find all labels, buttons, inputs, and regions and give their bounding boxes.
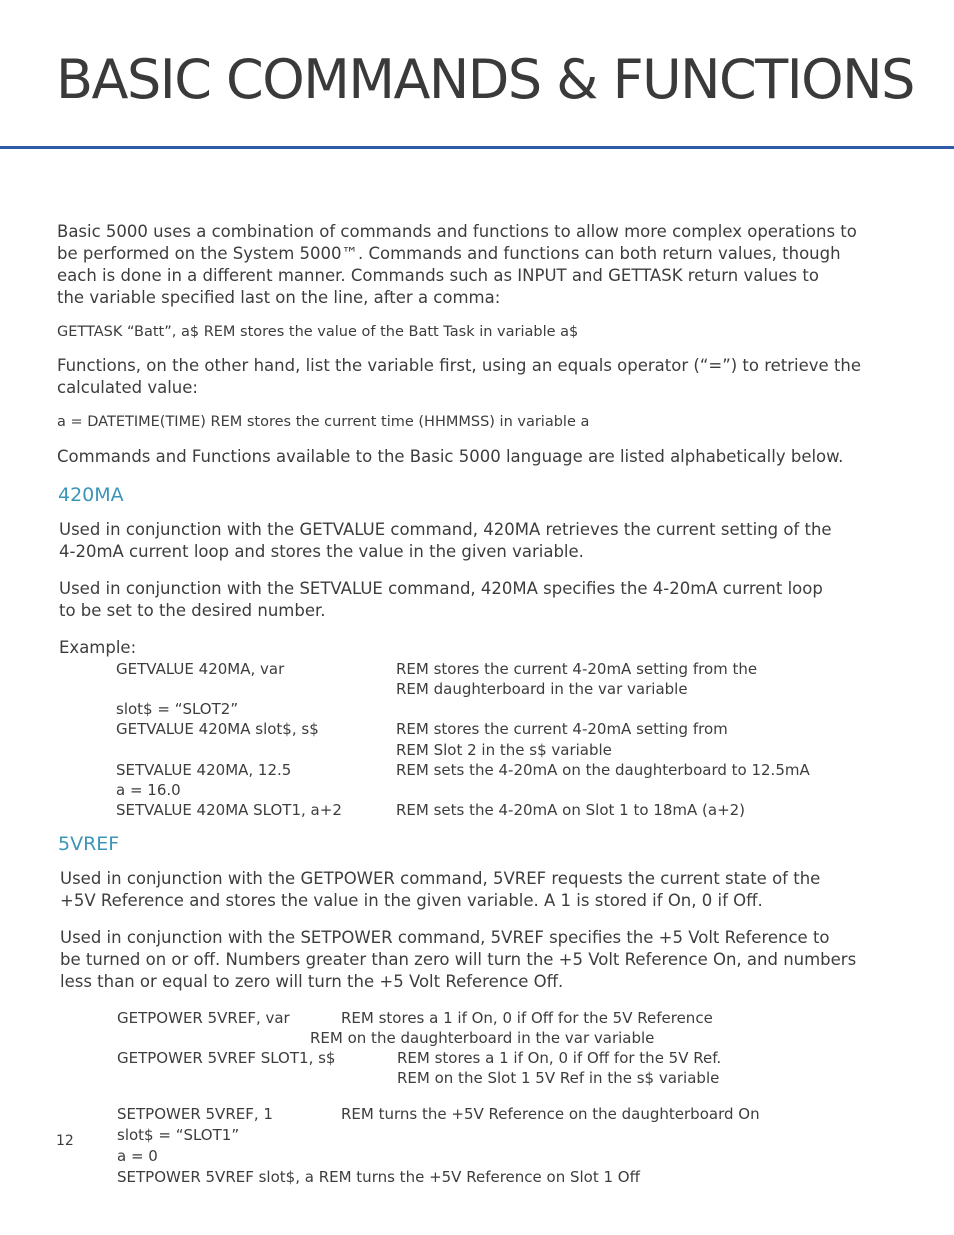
code-rem: REM on the daughterboard in the var variable (310, 1029, 655, 1047)
heading-420ma: 420MA (58, 484, 124, 506)
5vref-para2-line-3: less than or equal to zero will turn the +5 Volt Reference Off. (60, 972, 564, 991)
code-rem: REM stores the current 4-20mA setting from (396, 720, 728, 738)
5vref-para2-line-2: be turned on or off. Numbers greater than zero will turn the +5 Volt Reference On, and numbers (60, 950, 857, 969)
code-cmd: GETVALUE 420MA slot$, s$ (116, 720, 319, 738)
code-rem: REM daughterboard in the var variable (396, 680, 688, 698)
intro-line-3: each is done in a different manner. Commands such as INPUT and GETTASK return values to (57, 266, 819, 285)
code-cmd: GETVALUE 420MA, var (116, 660, 285, 678)
code-rem: REM sets the 4-20mA on the daughterboard to 12.5mA (396, 761, 810, 779)
intro-line-2: be performed on the System 5000™. Commands and functions can both return values, though (57, 244, 841, 263)
intro-line-4: the variable specified last on the line, after a comma: (57, 288, 501, 307)
code-cmd: SETVALUE 420MA SLOT1, a+2 (116, 801, 342, 819)
page-number: 12 (56, 1133, 74, 1149)
page-title: BASIC COMMANDS & FUNCTIONS (56, 48, 914, 111)
code-line: SETPOWER 5VREF slot$, a REM turns the +5V Reference on Slot 1 Off (117, 1168, 640, 1186)
5vref-para2-line-1: Used in conjunction with the SETPOWER command, 5VREF specifies the +5 Volt Reference to (60, 928, 830, 947)
code-cmd: slot$ = “SLOT2” (116, 700, 239, 718)
420ma-para1-line-1: Used in conjunction with the GETVALUE command, 420MA retrieves the current setting of the (59, 520, 832, 539)
code-rem: REM stores a 1 if On, 0 if Off for the 5V Ref. (397, 1049, 722, 1067)
functions-line-1: Functions, on the other hand, list the variable first, using an equals operator (“=”) to retrieve the (57, 356, 862, 375)
example-gettask: GETTASK “Batt”, a$ REM stores the value of the Batt Task in variable a$ (57, 324, 579, 340)
code-rem: REM stores a 1 if On, 0 if Off for the 5V Reference (341, 1009, 713, 1027)
functions-line-2: calculated value: (57, 378, 198, 397)
code-cmd: SETVALUE 420MA, 12.5 (116, 761, 292, 779)
code-line: a = 0 (117, 1147, 158, 1165)
example-label: Example: (59, 638, 137, 657)
header-rule (0, 146, 954, 149)
code-cmd: SETPOWER 5VREF, 1 (117, 1105, 273, 1123)
code-rem: REM Slot 2 in the s$ variable (396, 741, 612, 759)
code-rem: REM stores the current 4-20mA setting from the (396, 660, 758, 678)
420ma-para1-line-2: 4-20mA current loop and stores the value in the given variable. (59, 542, 584, 561)
420ma-para2-line-2: to be set to the desired number. (59, 601, 326, 620)
5vref-para1-line-1: Used in conjunction with the GETPOWER command, 5VREF requests the current state of the (60, 869, 821, 888)
code-line: slot$ = “SLOT1” (117, 1126, 240, 1144)
intro-line-1: Basic 5000 uses a combination of commands and functions to allow more complex operations to (57, 222, 857, 241)
5vref-para1-line-2: +5V Reference and stores the value in the given variable. A 1 is stored if On, 0 if Off. (60, 891, 763, 910)
code-cmd: a = 16.0 (116, 781, 181, 799)
example-datetime: a = DATETIME(TIME) REM stores the current time (HHMMSS) in variable a (57, 414, 590, 430)
code-cmd: GETPOWER 5VREF, var (117, 1009, 290, 1027)
code-cmd: GETPOWER 5VREF SLOT1, s$ (117, 1049, 336, 1067)
code-rem: REM turns the +5V Reference on the daughterboard On (341, 1105, 760, 1123)
code-rem: REM on the Slot 1 5V Ref in the s$ variable (397, 1069, 720, 1087)
listing-note: Commands and Functions available to the Basic 5000 language are listed alphabetically below. (57, 447, 844, 466)
code-rem: REM sets the 4-20mA on Slot 1 to 18mA (a+2) (396, 801, 746, 819)
420ma-para2-line-1: Used in conjunction with the SETVALUE command, 420MA specifies the 4-20mA current loop (59, 579, 823, 598)
heading-5vref: 5VREF (58, 833, 120, 855)
